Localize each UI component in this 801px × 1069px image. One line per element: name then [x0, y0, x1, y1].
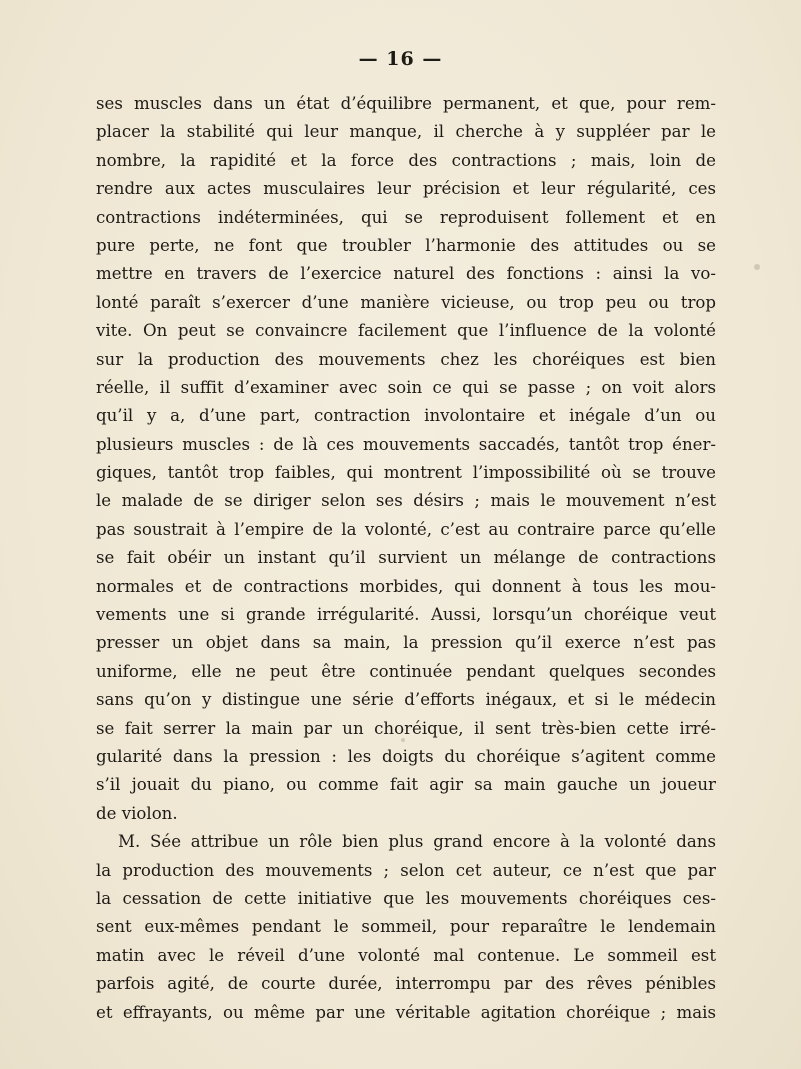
- text-line: parfois agité, de courte durée, interrompu par des rêves pénibles: [96, 974, 716, 994]
- text-line: lonté paraît s’exercer d’une manière vicieuse, ou trop peu ou trop: [96, 292, 716, 312]
- text-line: et effrayants, ou même par une véritable agitation choréique ; mais: [96, 1002, 716, 1022]
- text-line: pure perte, ne font que troubler l’harmonie des attitudes ou se: [96, 235, 716, 255]
- text-line: le malade de se diriger selon ses désirs ; mais le mouvement n’est: [96, 491, 716, 511]
- text-line: plusieurs muscles : de là ces mouvements saccadés, tantôt trop éner-: [96, 434, 716, 454]
- text-line: pas soustrait à l’empire de la volonté, c’est au contraire parce qu’elle: [96, 519, 716, 539]
- text-line: nombre, la rapidité et la force des contractions ; mais, loin de: [96, 150, 716, 170]
- paragraph-start-line: M. Sée attribue un rôle bien plus grand encore à la volonté dans: [118, 832, 716, 852]
- text-line: matin avec le réveil d’une volonté mal contenue. Le sommeil est: [96, 945, 716, 965]
- text-line: contractions indéterminées, qui se reproduisent follement et en: [96, 207, 716, 227]
- text-line: gularité dans la pression : les doigts du choréique s’agitent comme: [96, 746, 716, 766]
- paper-speck: [401, 738, 405, 742]
- text-line: presser un objet dans sa main, la pression qu’il exerce n’est pas: [96, 633, 716, 653]
- text-line: sent eux-mêmes pendant le sommeil, pour reparaître le lendemain: [96, 917, 716, 937]
- text-line: qu’il y a, d’une part, contraction involontaire et inégale d’un ou: [96, 406, 716, 426]
- body-text: [96, 90, 716, 1027]
- text-line: giques, tantôt trop faibles, qui montrent l’impossibilité où se trouve: [96, 463, 716, 483]
- page-number: — 16 —: [358, 48, 443, 70]
- text-line: se fait serrer la main par un choréique, il sent très-bien cette irré-: [96, 718, 716, 738]
- text-line: se fait obéir un instant qu’il survient un mélange de contractions: [96, 548, 716, 568]
- text-line: uniforme, elle ne peut être continuée pendant quelques secondes: [96, 661, 716, 681]
- text-line: sans qu’on y distingue une série d’efforts inégaux, et si le médecin: [96, 690, 716, 710]
- text-line: rendre aux actes musculaires leur précision et leur régularité, ces: [96, 179, 716, 199]
- paper-speck: [754, 264, 760, 270]
- text-line: vite. On peut se convaincre facilement que l’influence de la volonté: [96, 321, 716, 341]
- text-line: sur la production des mouvements chez les choréiques est bien: [96, 349, 716, 369]
- text-line: placer la stabilité qui leur manque, il cherche à y suppléer par le: [96, 122, 716, 142]
- text-line: la production des mouvements ; selon cet auteur, ce n’est que par: [96, 860, 716, 880]
- text-line: normales et de contractions morbides, qui donnent à tous les mou-: [96, 576, 716, 596]
- text-line: réelle, il suffit d’examiner avec soin ce qui se passe ; on voit alors: [96, 377, 716, 397]
- text-line: vements une si grande irrégularité. Aussi, lorsqu’un choréique veut: [96, 605, 716, 625]
- text-line: s’il jouait du piano, ou comme fait agir sa main gauche un joueur: [96, 775, 716, 795]
- paragraph-end-line: de violon.: [96, 803, 178, 823]
- text-line: la cessation de cette initiative que les mouvements choréiques ces-: [96, 888, 716, 908]
- text-line: mettre en travers de l’exercice naturel des fonctions : ainsi la vo-: [96, 264, 716, 284]
- text-line: ses muscles dans un état d’équilibre permanent, et que, pour rem-: [96, 94, 716, 113]
